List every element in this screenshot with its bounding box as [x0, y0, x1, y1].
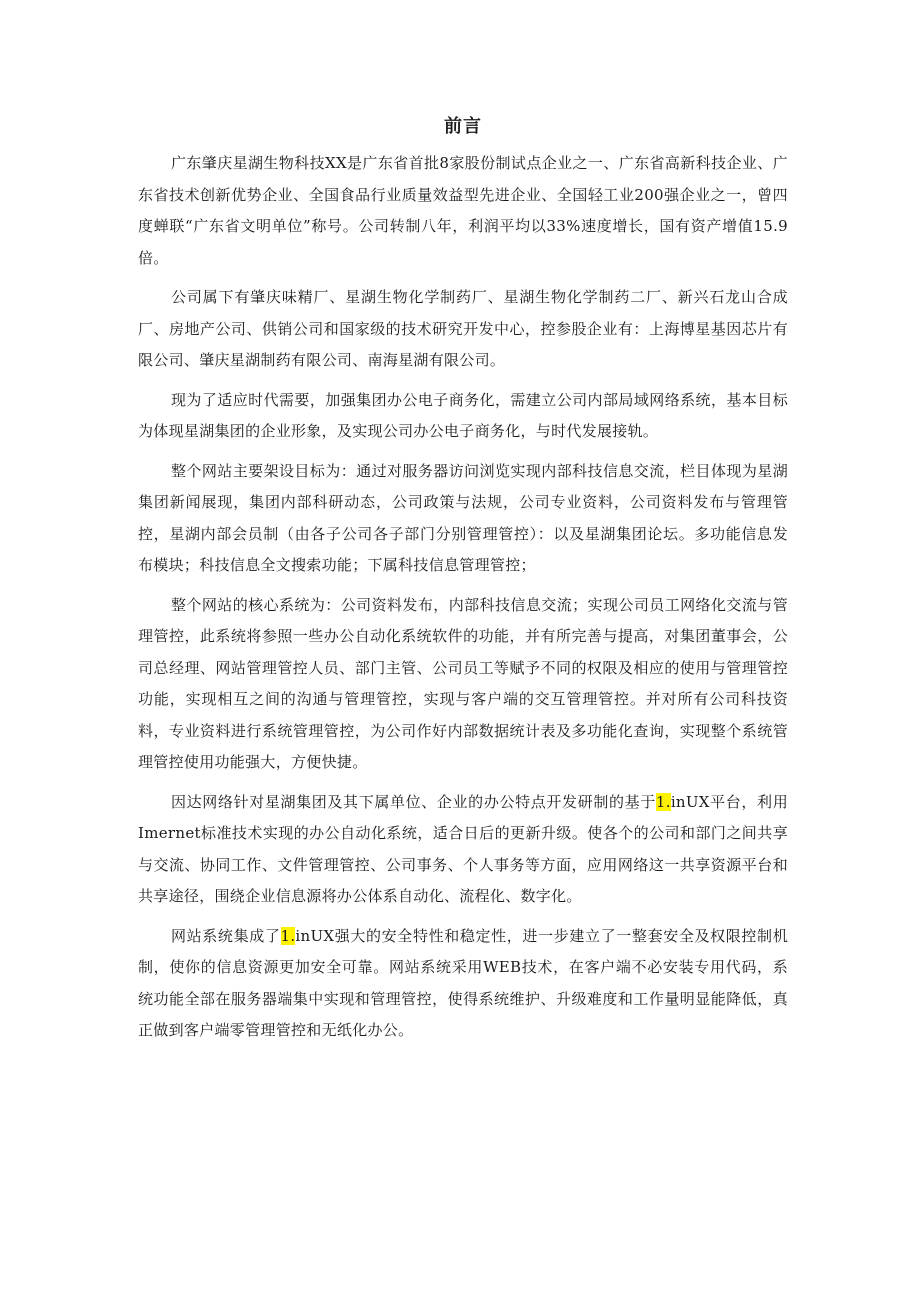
document-page	[138, 112, 788, 1055]
paragraph-platform	[138, 787, 788, 913]
paragraph-platform-before: 因达网络针对星湖集团及其下属单位、企业的办公特点开发研制的基于	[171, 792, 656, 811]
highlighted-text: 1.	[280, 926, 296, 945]
page-title: 前言	[444, 116, 482, 137]
paragraph-company-intro: 广东肇庆星湖生物科技XX是广东省首批8家股份制试点企业之一、广东省高新科技企业、广东省技术创新优势企业、全国食品行业质量效益型先进企业、全国轻工业200强企业之一，曾四度蝉联“广东省文明单位”称号。公司转制八年，利润平均以33%速度增长，国有资产增值15.9倍。	[138, 154, 788, 267]
paragraph-site-objectives: 整个网站主要架设目标为：通过对服务器访问浏览实现内部科技信息交流，栏目体现为星湖集团新闻展现，集团内部科研动态，公司政策与法规，公司专业资料，公司资料发布与管理管控，星湖内部会员制（由各子公司各子部门分别管理管控）：以及星湖集团论坛。多功能信息发布模块；科技信息全文搜索功能；下属科技信息管理管控；	[138, 461, 788, 574]
paragraph-security-after: inUX强大的安全特性和稳定性，进一步建立了一整套安全及权限控制机制，使你的信息资源更加安全可靠。网站系统采用WEB技术，在客户端不必安装专用代码，系统功能全部在服务器端集中实现和管理管控，使得系统维护、升级难度和工作量明显能降低，真正做到客户端零管理管控和无纸化办公。	[138, 926, 788, 1039]
paragraph-core-system: 整个网站的核心系统为：公司资料发布，内部科技信息交流；实现公司员工网络化交流与管理管控，此系统将参照一些办公自动化系统软件的功能，并有所完善与提高，对集团董事会，公司总经理、网站管理管控人员、部门主管、公司员工等赋予不同的权限及相应的使用与管理管控功能，实现相互之间的沟通与管理管控，实现与客户端的交互管理管控。并对所有公司科技资料，专业资料进行系统管理管控，为公司作好内部数据统计表及多功能化查询，实现整个系统管理管控使用功能强大，方便快捷。	[138, 595, 788, 771]
highlighted-text: 1.	[655, 792, 671, 811]
paragraph-subsidiaries: 公司属下有肇庆味精厂、星湖生物化学制药厂、星湖生物化学制药二厂、新兴石龙山合成厂、房地产公司、供销公司和国家级的技术研究开发中心，控参股企业有：上海博星基因芯片有限公司、肇庆星湖制药有限公司、南海星湖有限公司。	[138, 288, 788, 369]
paragraph-security	[138, 921, 788, 1047]
paragraph-security-before: 网站系统集成了	[171, 926, 281, 945]
paragraph-platform-after: inUX平台，利用Imernet标准技术实现的办公自动化系统，适合日后的更新升级。使各个的公司和部门之间共享与交流、协同工作、文件管理管控、公司事务、个人事务等方面，应用网络这一共享资源平台和共享途径，围绕企业信息源将办公体系自动化、流程化、数字化。	[138, 792, 788, 905]
paragraph-goal: 现为了适应时代需要，加强集团办公电子商务化，需建立公司内部局域网络系统，基本目标为体现星湖集团的企业形象，及实现公司办公电子商务化，与时代发展接轨。	[138, 390, 788, 440]
